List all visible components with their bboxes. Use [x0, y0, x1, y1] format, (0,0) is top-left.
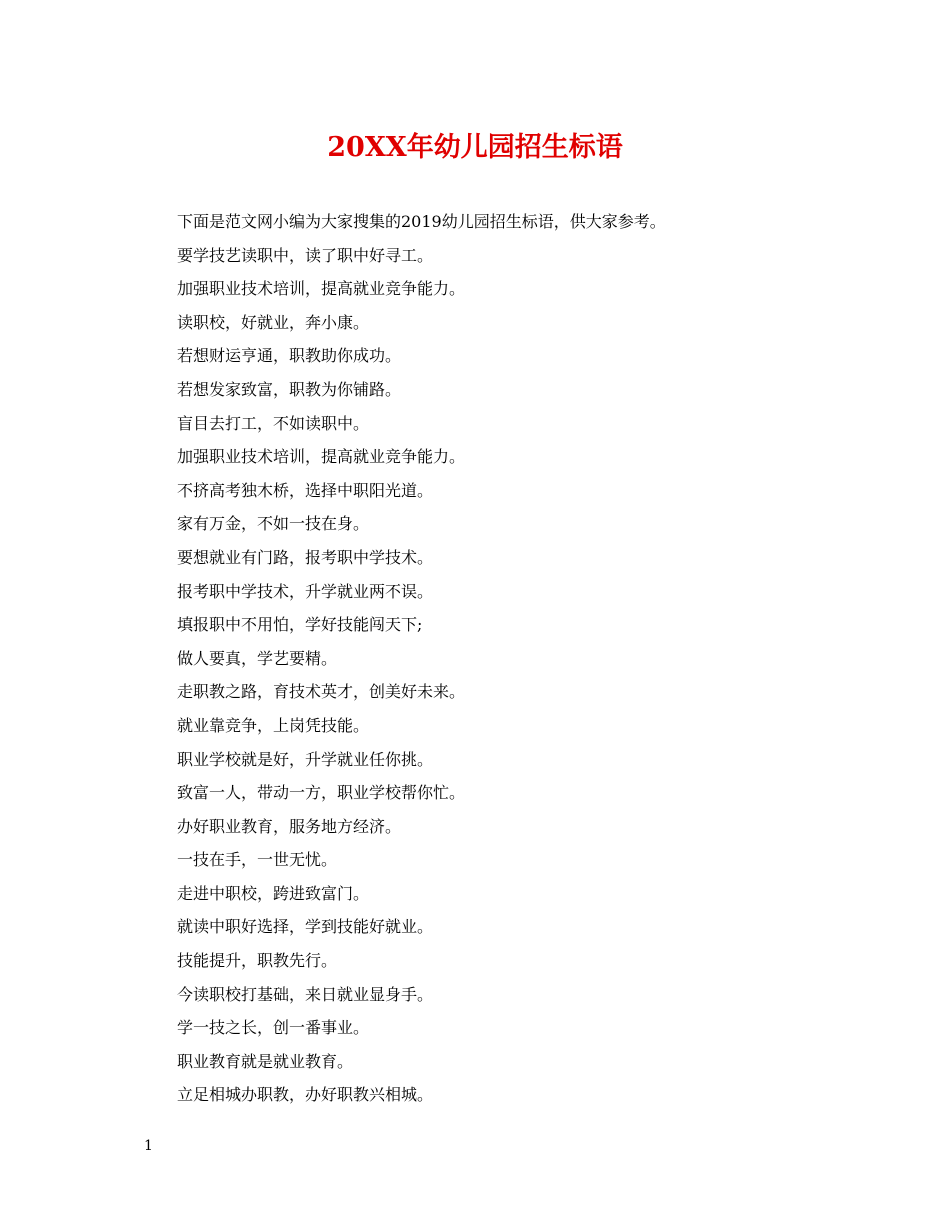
text-line: 职业教育就是就业教育。: [177, 1051, 354, 1071]
text-line: 就读中职好选择，学到技能好就业。: [177, 917, 434, 937]
text-line: 职业学校就是好，升学就业任你挑。: [177, 749, 434, 769]
text-line: 要学技艺读职中，读了职中好寻工。: [177, 245, 434, 265]
text-line: 致富一人，带动一方，职业学校帮你忙。: [177, 783, 466, 803]
text-line: 加强职业技术培训，提高就业竞争能力。: [177, 447, 466, 467]
text-line: 走职教之路，育技术英才，创美好未来。: [177, 682, 466, 702]
text-line: 办好职业教育，服务地方经济。: [177, 816, 402, 836]
text-line: 填报职中不用怕，学好技能闯天下;: [177, 615, 423, 635]
text-line: 不挤高考独木桥，选择中职阳光道。: [177, 480, 434, 500]
text-line: 一技在手，一世无忧。: [177, 850, 338, 870]
text-line: 若想发家致富，职教为你铺路。: [177, 379, 402, 399]
text-line: 报考职中学技术，升学就业两不误。: [177, 581, 434, 601]
text-line: 要想就业有门路，报考职中学技术。: [177, 547, 434, 567]
text-line: 盲目去打工，不如读职中。: [177, 413, 370, 433]
text-line: 家有万金，不如一技在身。: [177, 514, 370, 534]
text-line: 今读职校打基础，来日就业显身手。: [177, 984, 434, 1004]
document-body: [177, 205, 877, 1112]
page-number: 1: [144, 1138, 153, 1154]
text-line: 立足相城办职教，办好职教兴相城。: [177, 1085, 434, 1105]
text-line: 学一技之长，创一番事业。: [177, 1018, 370, 1038]
text-line: 技能提升，职教先行。: [177, 951, 338, 971]
text-line: 就业靠竞争，上岗凭技能。: [177, 715, 370, 735]
text-line: 做人要真，学艺要精。: [177, 648, 338, 668]
document-title: 20XX年幼儿园招生标语: [327, 132, 623, 163]
text-line: 读职校，好就业，奔小康。: [177, 312, 370, 332]
text-line: 加强职业技术培训，提高就业竞争能力。: [177, 279, 466, 299]
text-line: 若想财运亨通，职教助你成功。: [177, 346, 402, 366]
text-line: 走进中职校，跨进致富门。: [177, 883, 370, 903]
text-line: 下面是范文网小编为大家搜集的2019幼儿园招生标语，供大家参考。: [177, 212, 666, 231]
